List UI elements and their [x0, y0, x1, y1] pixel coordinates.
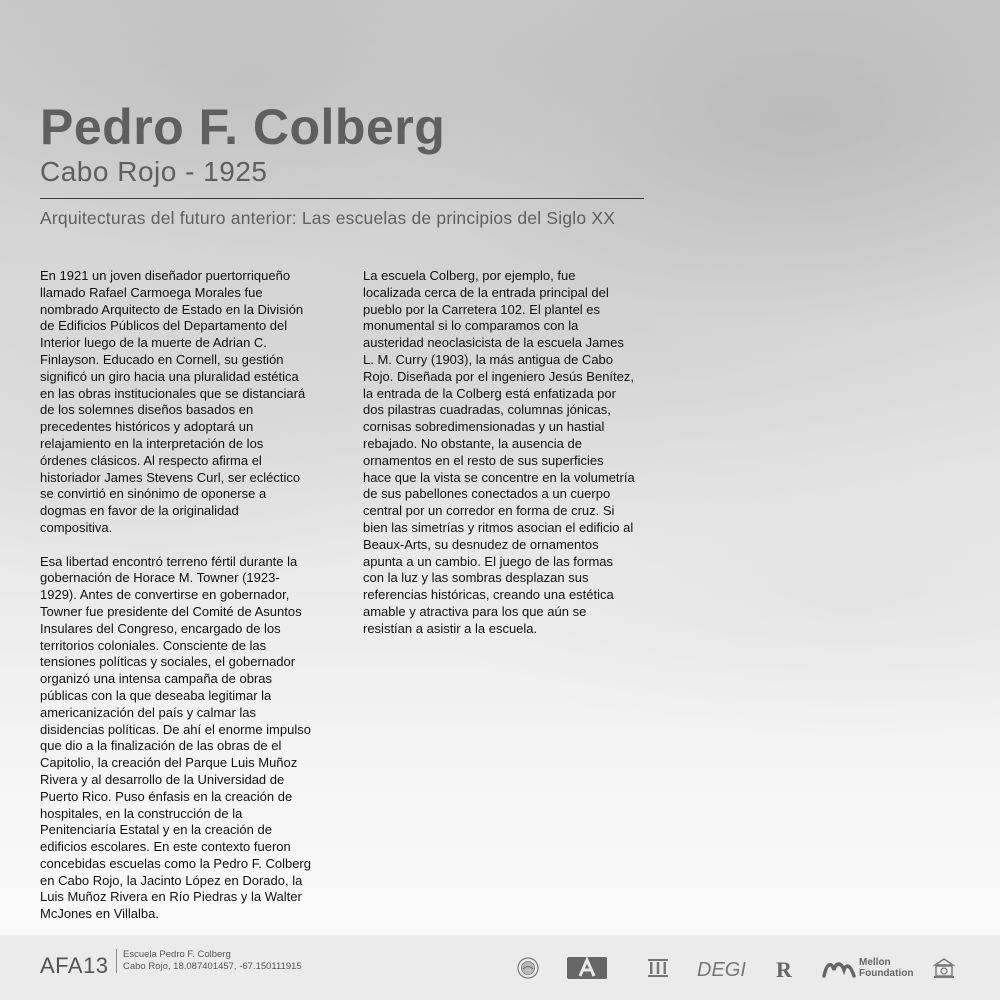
footer-info [116, 949, 302, 973]
series-title: Arquitecturas del futuro anterior: Las escuelas de principios del Siglo XX [40, 208, 616, 228]
footer-location: Cabo Rojo, 18.087401457, -67.150111915 [123, 961, 302, 972]
footer-code: AFA13 [40, 953, 109, 978]
r-logo-icon [773, 955, 799, 981]
header [40, 100, 740, 188]
r-logo-text: R [776, 957, 792, 980]
title-divider [40, 198, 644, 199]
paragraph-2: Esa libertad encontró terreno fértil durante la gobernación de Horace M. Towner (1923-1929). Antes de convertirse en gobernador, Towner fue presidente del Comité de Asuntos Insulares del Congreso, encargado de los territorios coloniales. Consciente de las tensiones políticas y sociales, el gobernador organizó una intensa campaña de obras públicas con la que deseaba legitimar la americanización del país y calmar las disidencias políticas. De ahí el enorme impulso que dio a la finalización de las obras de el Capitolio, la creación del Parque Luis Muñoz Rivera y al desarrollo de la Universidad de Puerto Rico. Puso énfasis en la creación de hospitales, en la construcción de la Penitenciaría Estatal y en la creación de edificios escolares. En este contexto fueron concebidas escuelas como la Pedro F. Colberg en Cabo Rojo, la Jacinto López en Dorado, la Luis Muñoz Rivera en Río Piedras y la Walter McJones en Villalba. [40, 553, 311, 922]
page-subtitle: Cabo Rojo - 1925 [40, 156, 268, 187]
mellon-logo-icon [822, 955, 922, 981]
text-column-left [40, 268, 312, 940]
a-logo-icon [566, 955, 608, 981]
footer-school: Escuela Pedro F. Colberg [123, 949, 231, 960]
columns-logo-icon [644, 955, 672, 981]
mellon-logo-text [859, 957, 913, 979]
seal-icon [515, 955, 541, 981]
building-logo-icon [932, 955, 956, 981]
degi-logo-icon [696, 955, 748, 981]
mellon-line-2: Foundation [859, 968, 914, 979]
footer [0, 935, 1000, 1000]
page-title: Pedro F. Colberg [40, 99, 446, 155]
mellon-line-1: Mellon [859, 957, 891, 968]
degi-logo-text: DEGI [697, 959, 746, 980]
text-column-right [363, 268, 635, 654]
paragraph-1: En 1921 un joven diseñador puertorriqueño llamado Rafael Carmoega Morales fue nombrado Arquitecto de Estado en la División de Edificios Públicos del Departamento del Interior luego de la muerte de Adrian C. Finlayson. Educado en Cornell, su gestión significó un giro hacia una pluralidad estética en las obras institucionales que se distanciará de los solemnes diseños basados en precedentes históricos y adoptará un relajamiento en la interpretación de los órdenes clásicos. Al respecto afirma el historiador James Stevens Curl, ser ecléctico se convirtió en sinónimo de oponerse a dogmas en favor de la originalidad compositiva. [40, 268, 306, 535]
paragraph-3: La escuela Colberg, por ejemplo, fue localizada cerca de la entrada principal del pueblo por la Carretera 102. El plantel es monumental si lo comparamos con la austeridad neoclasicista de la escuela James L. M. Curry (1903), la más antigua de Cabo Rojo. Diseñada por el ingeniero Jesús Benítez, la entrada de la Colberg está enfatizada por dos pilastras cuadradas, columnas jónicas, cornisas sobredimensionadas y un hastial rebajado. No obstante, la ausencia de ornamentos en el resto de sus superficies hace que la vista se concentre en la volumetría de sus pabellones conectados a un cuerpo central por un corredor en forma de cruz. Si bien las simetrías y ritmos asocian el edificio al Beaux-Arts, su desnudez de ornamentos apunta a un cambio. El juego de las formas con la luz y las sombras desplazan sus referencias históricas, creando una estética amable y atractiva para los que aún se resistían a asistir a la escuela. [363, 268, 635, 636]
